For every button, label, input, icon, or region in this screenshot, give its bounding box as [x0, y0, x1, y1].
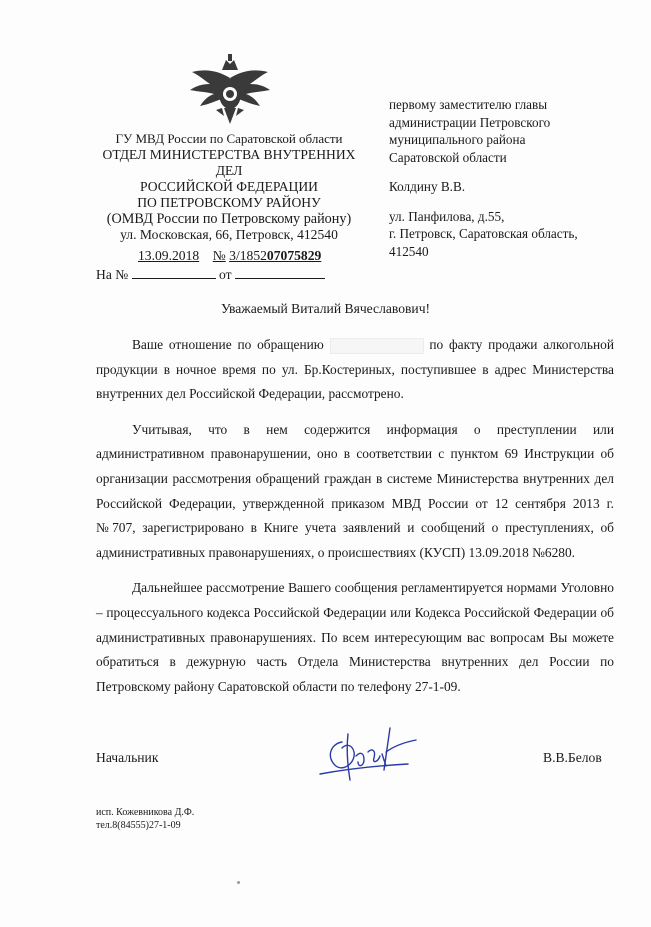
handwritten-signature: [312, 722, 427, 784]
sender-short-name: (ОМВД России по Петровскому району): [106, 211, 352, 227]
p1-end: по факту продажи алкогольной продукции в ночное время по ул. Бр.Костериных, поступившее в адрес Министерства внутренних дел Российской Федерации, рассмотрено.: [96, 337, 614, 402]
body-paragraph-2: Учитывая, что в нем содержится информация о преступлении или административном правонарушении, оно в соответствии с пунктом 69 Инструкции об организации рассмотрения обращений граждан в системе Министерства внутренних дел Российской Федерации, утвержденной приказом МВД России от 12 сентября 2013 г. №707, зарегистрировано в Книге учета заявлений и сообщений о преступлениях, об административных правонарушениях, о происшествиях (КУСП) 13.09.2018 №6280.: [96, 421, 614, 560]
recipient-name: Колдину В.В.: [389, 179, 466, 194]
signatory-name: В.В.Белов: [543, 750, 602, 765]
executor-info: [96, 806, 194, 832]
recipient-block: [389, 96, 639, 260]
sender-address: ул. Московская, 66, Петровск, 412540: [120, 227, 338, 242]
body-paragraph-1: [96, 333, 614, 407]
recipient-position-line3: муниципального района: [389, 132, 526, 147]
salutation: Уважаемый Виталий Вячеславович!: [220, 301, 431, 316]
recipient-address-line2: г. Петровск, Саратовская область,: [389, 226, 578, 241]
outgoing-number-bold: 07075829: [266, 248, 322, 263]
signatory-title: Начальник: [96, 750, 159, 765]
reference-number-blank: [132, 265, 216, 279]
redacted-area: [330, 338, 424, 354]
reference-number-label: На №: [96, 267, 129, 282]
sender-department-line2: РОССИЙСКОЙ ФЕДЕРАЦИИ: [139, 179, 318, 194]
reference-date-blank: [235, 265, 325, 279]
recipient-position-line1: первому заместителю главы: [389, 97, 548, 112]
letter-body: [96, 333, 614, 710]
outgoing-date: 13.09.2018: [138, 248, 200, 263]
sender-department-line3: ПО ПЕТРОВСКОМУ РАЙОНУ: [137, 195, 321, 210]
executor-phone: тел.8(84555)27-1-09: [96, 820, 181, 831]
double-headed-eagle-emblem: [186, 50, 274, 132]
reference-date-label: от: [219, 267, 232, 282]
recipient-address-line1: ул. Панфилова, д.55,: [389, 208, 505, 224]
outgoing-number-label: №: [212, 248, 226, 263]
outgoing-number-prefix: 3/1852: [229, 248, 267, 263]
sender-header: [88, 131, 370, 243]
p1-start: Ваше отношение по обращению: [132, 337, 324, 352]
sender-department-line1: ОТДЕЛ МИНИСТЕРСТВА ВНУТРЕННИХ ДЕЛ: [102, 147, 356, 178]
page-dot: [237, 881, 240, 884]
sender-parent-agency: ГУ МВД России по Саратовской области: [115, 131, 343, 146]
recipient-position-line2: администрации Петровского: [389, 114, 551, 130]
body-paragraph-3: Дальнейшее рассмотрение Вашего сообщения регламентируется нормами Уголовно – процессуального кодекса Российской Федерации или Кодекса Российской Федерации об административных правонарушениях. По всем интересующим вас вопросам Вы можете обратиться в дежурную часть Отдела Министерства внутренних дел России по Петровскому району Саратовской области по телефону 27-1-09.: [96, 580, 614, 694]
registration-block: [96, 247, 386, 284]
executor-name: исп. Кожевникова Д.Ф.: [96, 807, 195, 818]
recipient-position-line4: Саратовской области: [389, 149, 507, 165]
recipient-address-line3: 412540: [389, 243, 429, 259]
